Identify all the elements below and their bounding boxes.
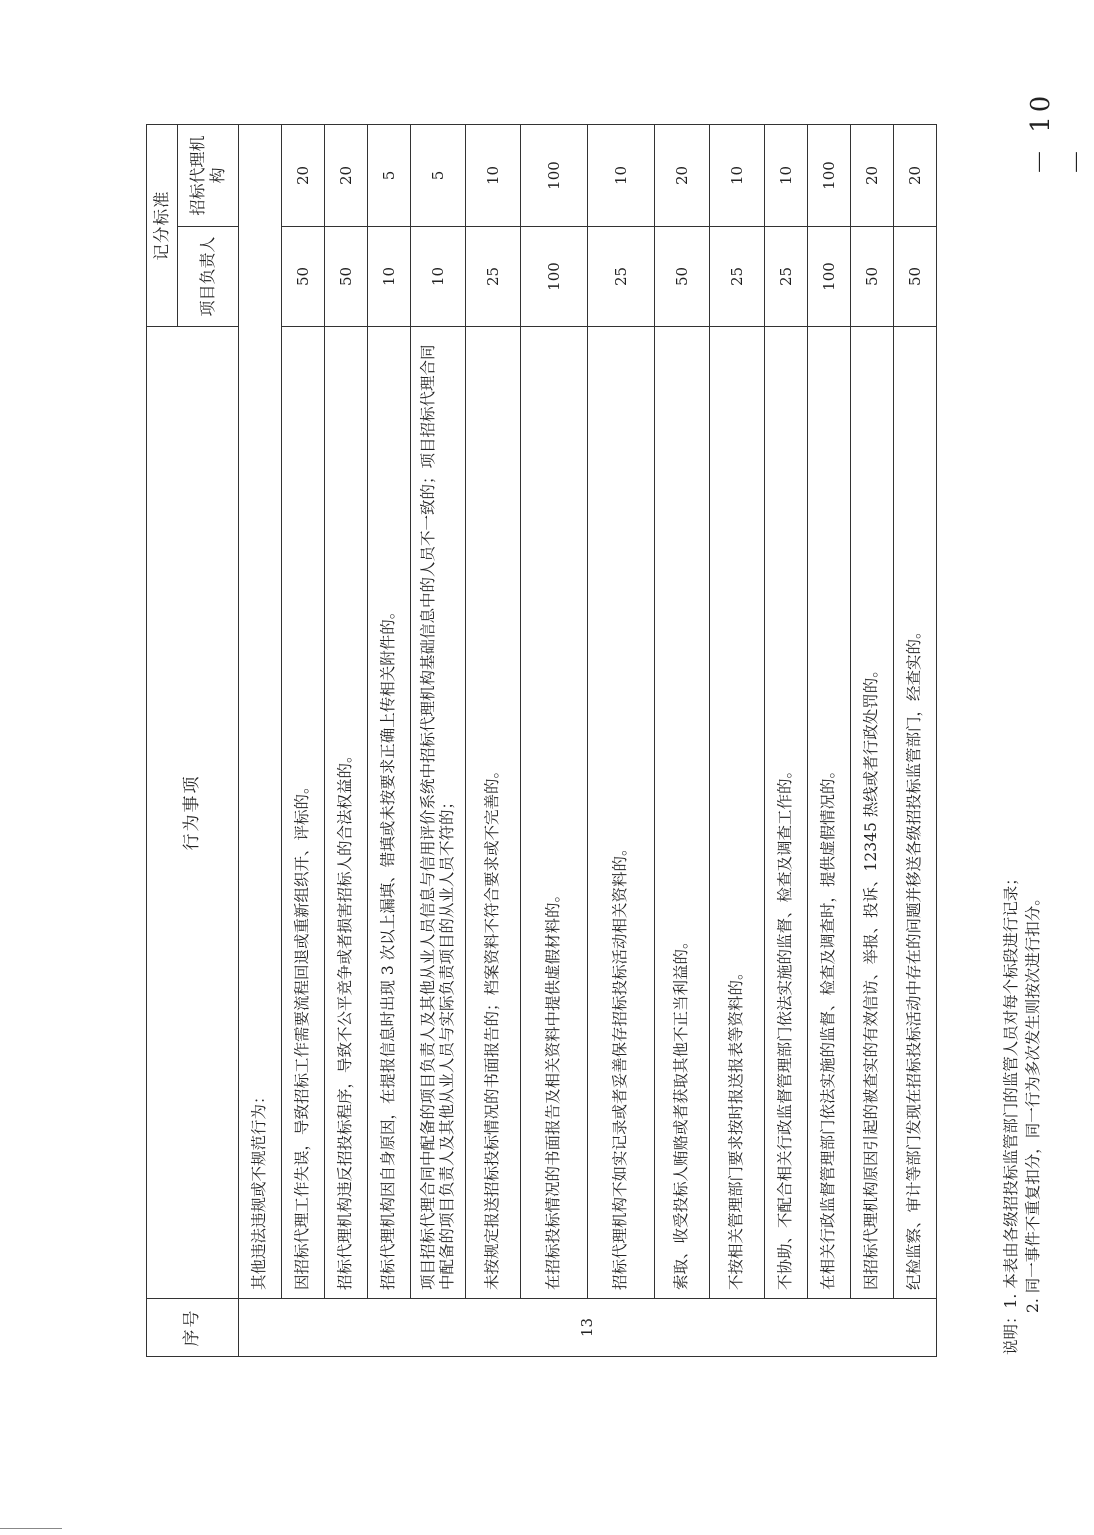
table-row xyxy=(282,125,325,1357)
row-pm-score: 50 xyxy=(325,227,368,327)
note-line-2: 2. 同一事件不重复扣分，同一行为多次发生则按次进行扣分。 xyxy=(1023,890,1042,1313)
rotated-page xyxy=(0,80,1093,1395)
table-row xyxy=(894,125,937,1357)
table-row xyxy=(588,125,655,1357)
header-agency: 招标代理机构 xyxy=(178,125,239,227)
row-agency-score: 10 xyxy=(466,125,521,227)
table-row xyxy=(521,125,588,1357)
row-text: 索取、收受投标人贿赂或者获取其他不正当利益的。 xyxy=(655,327,710,1299)
table-row xyxy=(368,125,411,1357)
row-text: 招标代理机构不如实记录或者妥善保存招标投标活动相关资料的。 xyxy=(588,327,655,1299)
row-agency-score: 5 xyxy=(411,125,466,227)
row-agency-score: 5 xyxy=(368,125,411,227)
row-pm-score: 50 xyxy=(282,227,325,327)
row-pm-score: 50 xyxy=(894,227,937,327)
row-text: 纪检监察、审计等部门发现在招标投标活动中存在的问题并移送各级招投标监管部门，经查实的。 xyxy=(894,327,937,1299)
row-agency-score: 100 xyxy=(808,125,851,227)
header-pm: 项目负责人 xyxy=(178,227,239,327)
row-text: 因招标代理机构原因引起的被查实的有效信访、举报、投诉、12345 热线或者行政处罚的。 xyxy=(851,327,894,1299)
row-agency-score: 20 xyxy=(655,125,710,227)
row-pm-score: 25 xyxy=(765,227,808,327)
page-number: － 10 － xyxy=(1026,91,1093,175)
scoring-table xyxy=(146,124,937,1357)
table-row xyxy=(466,125,521,1357)
row-pm-score: 25 xyxy=(710,227,765,327)
row-text: 在招标投标情况的书面报告及相关资料中提供虚假材料的。 xyxy=(521,327,588,1299)
row-text: 不按相关管理部门要求按时报送报表等资料的。 xyxy=(710,327,765,1299)
row-agency-score: 20 xyxy=(282,125,325,227)
row-text: 项目招标代理合同中配备的项目负责人及其他从业人员信息与信用评价系统中招标代理机构基础信息中的人员不一致的；项目招标代理合同中配备的项目负责人及其他从业人员与实际负责项目的从业人员不符的； xyxy=(411,327,466,1299)
row-pm-score: 10 xyxy=(411,227,466,327)
row-text: 招标代理机构违反招投标程序，导致不公平竞争或者损害招标人的合法权益的。 xyxy=(325,327,368,1299)
row-agency-score: 20 xyxy=(325,125,368,227)
table-row xyxy=(808,125,851,1357)
row-agency-score: 20 xyxy=(851,125,894,227)
header-seq: 序号 xyxy=(147,1299,239,1357)
table-row xyxy=(655,125,710,1357)
row-agency-score: 10 xyxy=(710,125,765,227)
table-row xyxy=(851,125,894,1357)
row-text: 因招标代理工作失误，导致招标工作需要流程回退或重新组织开、评标的。 xyxy=(282,327,325,1299)
header-desc: 行为事项 xyxy=(147,327,239,1299)
group-title: 其他违法违规或不规范行为： xyxy=(239,125,282,1299)
row-pm-score: 50 xyxy=(655,227,710,327)
row-text: 招标代理机构因自身原因，在提报信息时出现 3 次以上漏填、错填或未按要求正确上传相关附件的。 xyxy=(368,327,411,1299)
row-pm-score: 100 xyxy=(521,227,588,327)
row-text: 未按规定报送招标投标情况的书面报告的；档案资料不符合要求或不完善的。 xyxy=(466,327,521,1299)
header-score: 记分标准 xyxy=(147,125,178,327)
row-pm-score: 25 xyxy=(466,227,521,327)
row-text: 在相关行政监督管理部门依法实施的监督、检查及调查时，提供虚假情况的。 xyxy=(808,327,851,1299)
table-row xyxy=(411,125,466,1357)
seq-number: 13 xyxy=(239,1299,937,1357)
row-agency-score: 20 xyxy=(894,125,937,227)
table-notes xyxy=(1001,870,1044,1355)
row-pm-score: 10 xyxy=(368,227,411,327)
row-pm-score: 100 xyxy=(808,227,851,327)
table-row xyxy=(325,125,368,1357)
row-agency-score: 10 xyxy=(588,125,655,227)
row-text: 不协助、不配合相关行政监督管理部门依法实施的监督、检查及调查工作的。 xyxy=(765,327,808,1299)
scan-edge-line xyxy=(0,1528,62,1529)
note-line-1: 说明：1. 本表由各级招投标监管部门的监管人员对每个标段进行记录； xyxy=(1002,870,1020,1355)
row-agency-score: 10 xyxy=(765,125,808,227)
table-row xyxy=(765,125,808,1357)
table-row xyxy=(710,125,765,1357)
row-pm-score: 50 xyxy=(851,227,894,327)
row-agency-score: 100 xyxy=(521,125,588,227)
row-pm-score: 25 xyxy=(588,227,655,327)
